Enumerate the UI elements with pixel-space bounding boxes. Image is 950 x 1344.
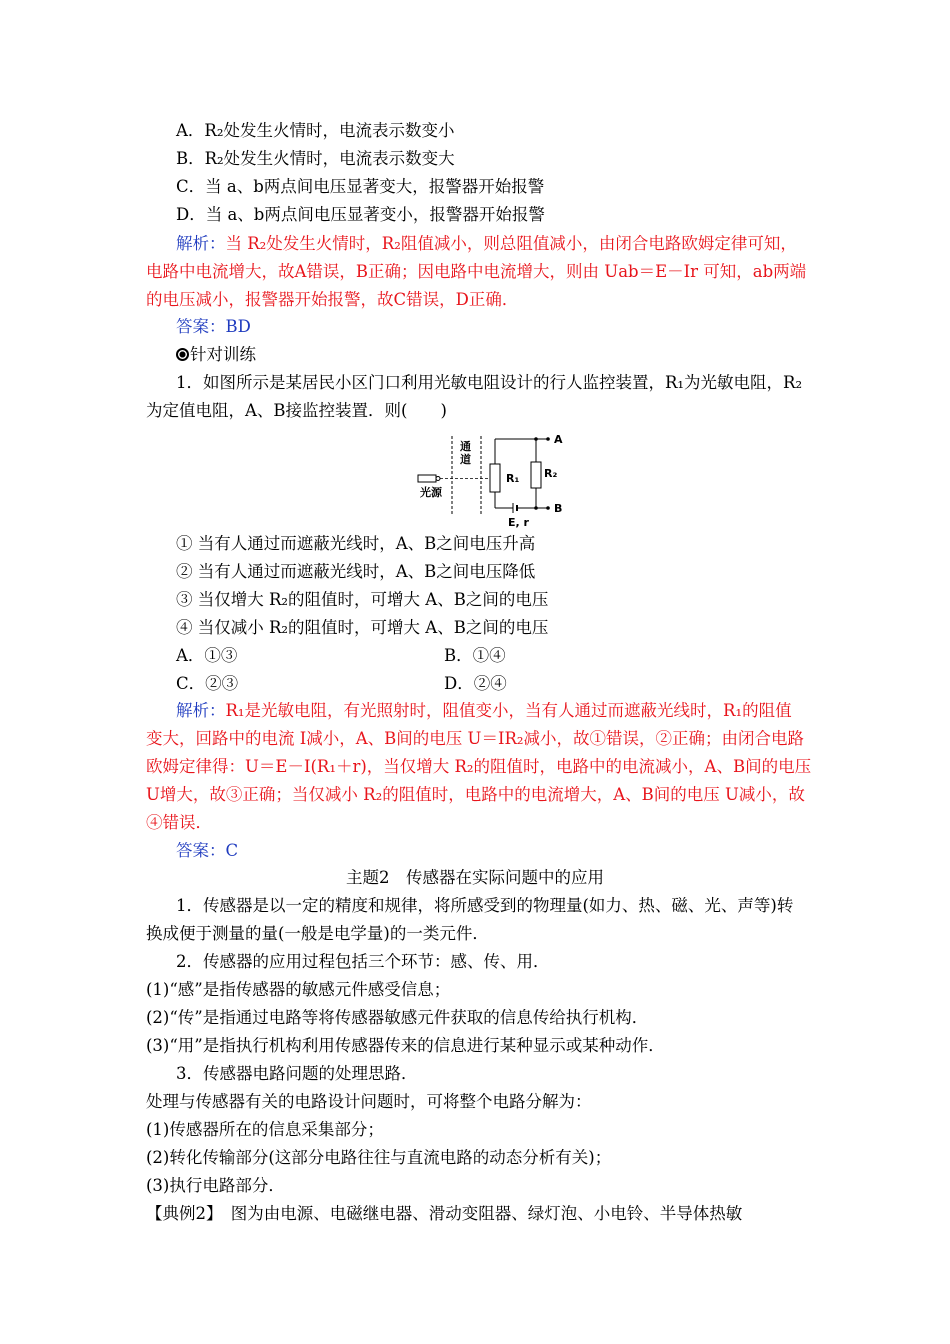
- paragraph-3-intro: 处理与传感器有关的电路设计问题时，可将整个电路分解为：: [146, 1092, 592, 1111]
- option-d: D．当 a、b两点间电压显著变小，报警器开始报警: [176, 205, 545, 224]
- answer-value: C: [225, 841, 239, 860]
- paragraph-3-item-1: (1)传感器所在的信息采集部分；: [146, 1120, 384, 1139]
- paragraph-1-line-2: 换成便于测量的量(一般是电学量)的一类元件．: [146, 924, 489, 943]
- statement-2: ② 当有人通过而遮蔽光线时，A、B之间电压降低: [176, 562, 536, 581]
- light-source-icon: [418, 475, 436, 482]
- option-a: A．R₂处发生火情时，电流表示数变小: [176, 121, 455, 140]
- analysis-2-text: R₁是光敏电阻，有光照射时，阻值变小，当有人通过而遮蔽光线时，R₁的阻值: [225, 701, 792, 720]
- answer-label: 答案：: [176, 317, 226, 336]
- r2-label: R₂: [544, 467, 558, 480]
- option-b: B．R₂处发生火情时，电流表示数变大: [176, 149, 455, 168]
- answer-2: [176, 840, 846, 862]
- paragraph-3-item-2: (2)转化传输部分(这部分电路往往与直流电路的动态分析有关)；: [146, 1148, 612, 1167]
- paragraph-3-item-3: (3)执行电路部分．: [146, 1176, 285, 1195]
- analysis-2-line-2: 变大，回路中的电流 I减小，A、B间的电压 U＝IR₂减小，故①错误，②正确；由闭合电路: [146, 729, 805, 748]
- resistor-r2: [531, 462, 541, 488]
- analysis-1-line-1: [176, 233, 846, 255]
- training-title: 针对训练: [190, 345, 256, 364]
- terminal-a-label: A: [554, 433, 563, 446]
- answer-value: BD: [225, 317, 251, 336]
- analysis-2-line-3: 欧姆定律得：U＝E－I(R₁＋r)，当仅增大 R₂的阻值时，电路中的电流减小，A、B间的电压: [146, 757, 812, 776]
- topic-heading: 主题2 传感器在实际问题中的应用: [346, 868, 604, 887]
- paragraph-1-line-1: 1．传感器是以一定的精度和规律，将所感受到的物理量(如力、热、磁、光、声等)转: [176, 896, 794, 915]
- answer-label: 答案：: [176, 841, 226, 860]
- analysis-1-line-2: 电路中电流增大，故A错误，B正确；因电路中电流增大，则由 Uab＝E－Ir 可知，ab两端: [146, 262, 807, 281]
- analysis-2-line-1: [176, 700, 846, 722]
- paragraph-2-item-2: (2)“传”是指通过电路等将传感器敏感元件获取的信息传给执行机构．: [146, 1008, 649, 1027]
- analysis-2-line-4: U增大，故③正确；当仅减小 R₂的阻值时，电路中的电流增大，A、B间的电压 U减小，故: [146, 785, 805, 804]
- emf-label: E, r: [508, 516, 529, 529]
- passage-label-2: 道: [460, 453, 471, 466]
- statement-4: ④ 当仅减小 R₂的阻值时，可增大 A、B之间的电压: [176, 618, 549, 637]
- choice-c: C．②③: [176, 674, 239, 693]
- analysis-2-line-5: ④错误．: [146, 813, 212, 832]
- paragraph-3: 3．传感器电路问题的处理思路．: [176, 1064, 418, 1083]
- passage-label-1: 通: [460, 440, 471, 453]
- analysis-1-line-3: 的电压减小，报警器开始报警，故C错误，D正确．: [146, 290, 519, 309]
- choice-b: B．①④: [444, 646, 506, 665]
- analysis-1-text: 当 R₂处发生火情时，R₂阻值减小，则总阻值减小，由闭合电路欧姆定律可知，: [225, 234, 797, 253]
- question-1-line-1: 1．如图所示是某居民小区门口利用光敏电阻设计的行人监控装置，R₁为光敏电阻，R₂: [176, 373, 803, 392]
- example-2: [146, 1203, 816, 1225]
- example-label: 【典例2】: [146, 1204, 215, 1223]
- analysis-label: 解析：: [176, 701, 226, 720]
- resistor-r1: [490, 464, 500, 492]
- r1-label: R₁: [506, 472, 520, 485]
- question-1-line-2: 为定值电阻，A、B接监控装置．则( ): [146, 401, 447, 420]
- statement-3: ③ 当仅增大 R₂的阻值时，可增大 A、B之间的电压: [176, 590, 549, 609]
- training-heading: [176, 344, 846, 366]
- choice-a: A．①③: [176, 646, 238, 665]
- paragraph-2-item-1: (1)“感”是指传感器的敏感元件感受信息；: [146, 980, 451, 999]
- answer-1: [176, 316, 846, 338]
- example-text: 图为由电源、电磁继电器、滑动变阻器、绿灯泡、小电铃、半导体热敏: [214, 1204, 743, 1223]
- option-c: C．当 a、b两点间电压显著变大，报警器开始报警: [176, 177, 545, 196]
- paragraph-2: 2．传感器的应用过程包括三个环节：感、传、用．: [176, 952, 550, 971]
- choice-d: D．②④: [444, 674, 507, 693]
- terminal-b-label: B: [554, 502, 563, 515]
- paragraph-2-item-3: (3)“用”是指执行机构利用传感器传来的信息进行某种显示或某种动作．: [146, 1036, 665, 1055]
- light-source-label: 光源: [420, 486, 442, 499]
- analysis-label: 解析：: [176, 234, 226, 253]
- statement-1: ① 当有人通过而遮蔽光线时，A、B之间电压升高: [176, 534, 536, 553]
- bullet-icon: [176, 348, 189, 361]
- circuit-diagram: [416, 430, 576, 530]
